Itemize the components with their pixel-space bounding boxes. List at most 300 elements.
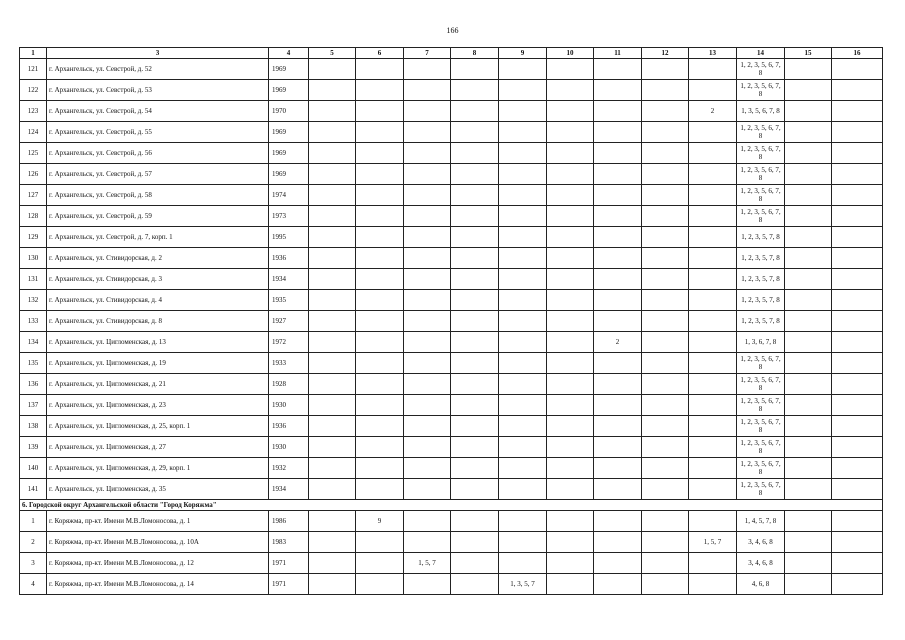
col8-cell <box>451 59 499 80</box>
row-number-cell: 127 <box>20 185 47 206</box>
row-number-cell: 138 <box>20 416 47 437</box>
col9-cell <box>499 248 547 269</box>
col5-cell <box>309 574 356 595</box>
col6-cell <box>356 122 404 143</box>
row-number-cell: 130 <box>20 248 47 269</box>
col12-cell <box>642 227 689 248</box>
col5-cell <box>309 290 356 311</box>
col14-cell: 1, 2, 3, 5, 7, 8 <box>737 227 785 248</box>
year-cell: 1973 <box>269 206 309 227</box>
table-row <box>20 185 883 206</box>
col13-cell <box>689 311 737 332</box>
table-row <box>20 458 883 479</box>
col8-cell <box>451 511 499 532</box>
address-cell: г. Архангельск, ул. Цигломенская, д. 29, корп. 1 <box>47 458 269 479</box>
col16-cell <box>832 416 883 437</box>
col9-cell <box>499 437 547 458</box>
col10-cell <box>547 574 594 595</box>
col11-cell <box>594 416 642 437</box>
col10-cell <box>547 80 594 101</box>
col10-cell <box>547 248 594 269</box>
row-number-cell: 125 <box>20 143 47 164</box>
col8-cell <box>451 164 499 185</box>
col10-cell <box>547 416 594 437</box>
col5-cell <box>309 269 356 290</box>
col6-cell <box>356 80 404 101</box>
column-header: 14 <box>737 48 785 59</box>
col10-cell <box>547 59 594 80</box>
col10-cell <box>547 164 594 185</box>
col13-cell <box>689 80 737 101</box>
col5-cell <box>309 437 356 458</box>
table-row <box>20 532 883 553</box>
col8-cell <box>451 553 499 574</box>
col8-cell <box>451 143 499 164</box>
address-cell: г. Коряжма, пр-кт. Имени М.В.Ломоносова, д. 10А <box>47 532 269 553</box>
col12-cell <box>642 511 689 532</box>
col11-cell <box>594 269 642 290</box>
col8-cell <box>451 374 499 395</box>
year-cell: 1927 <box>269 311 309 332</box>
col5-cell <box>309 479 356 500</box>
address-cell: г. Архангельск, ул. Цигломенская, д. 21 <box>47 374 269 395</box>
col7-cell <box>404 227 451 248</box>
col12-cell <box>642 311 689 332</box>
row-number-cell: 133 <box>20 311 47 332</box>
col14-cell: 1, 2, 3, 5, 6, 7, 8 <box>737 122 785 143</box>
col16-cell <box>832 290 883 311</box>
col12-cell <box>642 80 689 101</box>
col7-cell <box>404 395 451 416</box>
col6-cell <box>356 574 404 595</box>
column-header: 13 <box>689 48 737 59</box>
col15-cell <box>785 574 832 595</box>
address-cell: г. Архангельск, ул. Стивидорская, д. 2 <box>47 248 269 269</box>
col12-cell <box>642 553 689 574</box>
col13-cell <box>689 458 737 479</box>
column-header: 10 <box>547 48 594 59</box>
col9-cell <box>499 353 547 374</box>
col10-cell <box>547 269 594 290</box>
col7-cell <box>404 80 451 101</box>
address-cell: г. Архангельск, ул. Севстрой, д. 54 <box>47 101 269 122</box>
col9-cell <box>499 532 547 553</box>
row-number-cell: 124 <box>20 122 47 143</box>
column-header: 6 <box>356 48 404 59</box>
col11-cell <box>594 479 642 500</box>
table-row <box>20 101 883 122</box>
col13-cell <box>689 332 737 353</box>
col7-cell <box>404 574 451 595</box>
col14-cell: 1, 3, 6, 7, 8 <box>737 332 785 353</box>
col15-cell <box>785 122 832 143</box>
column-header: 15 <box>785 48 832 59</box>
col9-cell <box>499 479 547 500</box>
table-row <box>20 80 883 101</box>
col11-cell <box>594 395 642 416</box>
col6-cell <box>356 269 404 290</box>
col9-cell <box>499 395 547 416</box>
col11-cell <box>594 353 642 374</box>
col12-cell <box>642 374 689 395</box>
col5-cell <box>309 59 356 80</box>
row-number-cell: 140 <box>20 458 47 479</box>
address-cell: г. Архангельск, ул. Севстрой, д. 56 <box>47 143 269 164</box>
col15-cell <box>785 59 832 80</box>
col7-cell <box>404 122 451 143</box>
col5-cell <box>309 248 356 269</box>
col6-cell <box>356 374 404 395</box>
col14-cell: 1, 2, 3, 5, 6, 7, 8 <box>737 353 785 374</box>
table-row <box>20 290 883 311</box>
row-number-cell: 132 <box>20 290 47 311</box>
table-row <box>20 164 883 185</box>
col7-cell <box>404 290 451 311</box>
col15-cell <box>785 248 832 269</box>
year-cell: 1974 <box>269 185 309 206</box>
col13-cell <box>689 269 737 290</box>
col14-cell: 3, 4, 6, 8 <box>737 532 785 553</box>
col11-cell <box>594 185 642 206</box>
col7-cell <box>404 269 451 290</box>
col15-cell <box>785 332 832 353</box>
col9-cell <box>499 269 547 290</box>
table-row <box>20 248 883 269</box>
col9-cell: 1, 3, 5, 7 <box>499 574 547 595</box>
col16-cell <box>832 458 883 479</box>
col13-cell <box>689 59 737 80</box>
col13-cell <box>689 574 737 595</box>
col5-cell <box>309 311 356 332</box>
col5-cell <box>309 206 356 227</box>
column-header: 7 <box>404 48 451 59</box>
col9-cell <box>499 332 547 353</box>
col10-cell <box>547 479 594 500</box>
col5-cell <box>309 353 356 374</box>
col6-cell <box>356 185 404 206</box>
row-number-cell: 123 <box>20 101 47 122</box>
col10-cell <box>547 511 594 532</box>
col14-cell: 1, 4, 5, 7, 8 <box>737 511 785 532</box>
col8-cell <box>451 80 499 101</box>
col7-cell <box>404 206 451 227</box>
col5-cell <box>309 185 356 206</box>
col15-cell <box>785 416 832 437</box>
col11-cell <box>594 59 642 80</box>
col8-cell <box>451 227 499 248</box>
col12-cell <box>642 269 689 290</box>
year-cell: 1934 <box>269 479 309 500</box>
table-row <box>20 553 883 574</box>
col9-cell <box>499 59 547 80</box>
col5-cell <box>309 395 356 416</box>
col9-cell <box>499 290 547 311</box>
col12-cell <box>642 574 689 595</box>
col11-cell <box>594 80 642 101</box>
col9-cell <box>499 206 547 227</box>
col16-cell <box>832 574 883 595</box>
address-cell: г. Архангельск, ул. Цигломенская, д. 13 <box>47 332 269 353</box>
table-row <box>20 479 883 500</box>
col5-cell <box>309 458 356 479</box>
col8-cell <box>451 353 499 374</box>
address-cell: г. Архангельск, ул. Севстрой, д. 59 <box>47 206 269 227</box>
col7-cell <box>404 479 451 500</box>
col16-cell <box>832 143 883 164</box>
col15-cell <box>785 80 832 101</box>
col7-cell <box>404 185 451 206</box>
table-row <box>20 511 883 532</box>
col15-cell <box>785 269 832 290</box>
col13-cell <box>689 290 737 311</box>
col15-cell <box>785 437 832 458</box>
row-number-cell: 126 <box>20 164 47 185</box>
table-row <box>20 395 883 416</box>
col15-cell <box>785 227 832 248</box>
col5-cell <box>309 332 356 353</box>
table-row <box>20 416 883 437</box>
col8-cell <box>451 311 499 332</box>
row-number-cell: 128 <box>20 206 47 227</box>
col8-cell <box>451 206 499 227</box>
col15-cell <box>785 511 832 532</box>
col9-cell <box>499 511 547 532</box>
col15-cell <box>785 395 832 416</box>
col15-cell <box>785 143 832 164</box>
col12-cell <box>642 332 689 353</box>
address-cell: г. Архангельск, ул. Цигломенская, д. 25, корп. 1 <box>47 416 269 437</box>
col10-cell <box>547 532 594 553</box>
col8-cell <box>451 479 499 500</box>
year-cell: 1969 <box>269 122 309 143</box>
col14-cell: 1, 2, 3, 5, 7, 8 <box>737 248 785 269</box>
col7-cell <box>404 374 451 395</box>
col12-cell <box>642 185 689 206</box>
col16-cell <box>832 332 883 353</box>
year-cell: 1969 <box>269 143 309 164</box>
row-number-cell: 139 <box>20 437 47 458</box>
col6-cell <box>356 332 404 353</box>
col16-cell <box>832 227 883 248</box>
col5-cell <box>309 532 356 553</box>
col10-cell <box>547 332 594 353</box>
col11-cell <box>594 311 642 332</box>
col8-cell <box>451 290 499 311</box>
col7-cell <box>404 143 451 164</box>
address-cell: г. Архангельск, ул. Севстрой, д. 7, корп. 1 <box>47 227 269 248</box>
col11-cell <box>594 511 642 532</box>
col8-cell <box>451 458 499 479</box>
table-row <box>20 122 883 143</box>
col16-cell <box>832 437 883 458</box>
col6-cell <box>356 227 404 248</box>
col8-cell <box>451 185 499 206</box>
col13-cell <box>689 511 737 532</box>
col6-cell <box>356 59 404 80</box>
col15-cell <box>785 206 832 227</box>
col5-cell <box>309 553 356 574</box>
col12-cell <box>642 395 689 416</box>
col12-cell <box>642 437 689 458</box>
table-row <box>20 437 883 458</box>
col13-cell <box>689 553 737 574</box>
column-header: 8 <box>451 48 499 59</box>
table-row <box>20 206 883 227</box>
col6-cell <box>356 290 404 311</box>
column-header: 9 <box>499 48 547 59</box>
col16-cell <box>832 248 883 269</box>
table-row <box>20 311 883 332</box>
col6-cell <box>356 164 404 185</box>
col7-cell <box>404 59 451 80</box>
table-row <box>20 332 883 353</box>
column-header: 5 <box>309 48 356 59</box>
col10-cell <box>547 374 594 395</box>
col5-cell <box>309 80 356 101</box>
col16-cell <box>832 374 883 395</box>
column-header: 3 <box>47 48 269 59</box>
col10-cell <box>547 395 594 416</box>
col11-cell <box>594 458 642 479</box>
year-cell: 1935 <box>269 290 309 311</box>
address-cell: г. Коряжма, пр-кт. Имени М.В.Ломоносова, д. 12 <box>47 553 269 574</box>
row-number-cell: 137 <box>20 395 47 416</box>
housing-register-table <box>19 47 883 595</box>
row-number-cell: 121 <box>20 59 47 80</box>
col11-cell: 2 <box>594 332 642 353</box>
year-cell: 1933 <box>269 353 309 374</box>
address-cell: г. Архангельск, ул. Цигломенская, д. 35 <box>47 479 269 500</box>
col14-cell: 1, 2, 3, 5, 6, 7, 8 <box>737 374 785 395</box>
col14-cell: 1, 2, 3, 5, 6, 7, 8 <box>737 437 785 458</box>
col14-cell: 1, 2, 3, 5, 6, 7, 8 <box>737 395 785 416</box>
address-cell: г. Архангельск, ул. Цигломенская, д. 23 <box>47 395 269 416</box>
col13-cell <box>689 122 737 143</box>
col10-cell <box>547 206 594 227</box>
col12-cell <box>642 206 689 227</box>
year-cell: 1983 <box>269 532 309 553</box>
col15-cell <box>785 185 832 206</box>
col13-cell <box>689 395 737 416</box>
col5-cell <box>309 122 356 143</box>
col10-cell <box>547 311 594 332</box>
col11-cell <box>594 122 642 143</box>
address-cell: г. Архангельск, ул. Цигломенская, д. 19 <box>47 353 269 374</box>
table-row <box>20 574 883 595</box>
col7-cell <box>404 416 451 437</box>
col15-cell <box>785 353 832 374</box>
col16-cell <box>832 122 883 143</box>
col9-cell <box>499 80 547 101</box>
year-cell: 1934 <box>269 269 309 290</box>
col13-cell <box>689 227 737 248</box>
col7-cell <box>404 332 451 353</box>
address-cell: г. Коряжма, пр-кт. Имени М.В.Ломоносова, д. 14 <box>47 574 269 595</box>
col10-cell <box>547 227 594 248</box>
col15-cell <box>785 101 832 122</box>
col13-cell <box>689 353 737 374</box>
row-number-cell: 135 <box>20 353 47 374</box>
col14-cell: 1, 2, 3, 5, 6, 7, 8 <box>737 59 785 80</box>
col8-cell <box>451 269 499 290</box>
col7-cell <box>404 437 451 458</box>
table-row <box>20 227 883 248</box>
column-header: 11 <box>594 48 642 59</box>
col10-cell <box>547 122 594 143</box>
table-row <box>20 269 883 290</box>
col7-cell <box>404 248 451 269</box>
col5-cell <box>309 227 356 248</box>
col16-cell <box>832 80 883 101</box>
col6-cell <box>356 416 404 437</box>
address-cell: г. Коряжма, пр-кт. Имени М.В.Ломоносова, д. 1 <box>47 511 269 532</box>
col9-cell <box>499 101 547 122</box>
address-cell: г. Архангельск, ул. Стивидорская, д. 3 <box>47 269 269 290</box>
year-cell: 1986 <box>269 511 309 532</box>
col9-cell <box>499 416 547 437</box>
col12-cell <box>642 353 689 374</box>
col6-cell <box>356 311 404 332</box>
row-number-cell: 4 <box>20 574 47 595</box>
col6-cell <box>356 206 404 227</box>
col12-cell <box>642 101 689 122</box>
col5-cell <box>309 374 356 395</box>
col8-cell <box>451 122 499 143</box>
col7-cell: 1, 5, 7 <box>404 553 451 574</box>
col14-cell: 1, 2, 3, 5, 6, 7, 8 <box>737 185 785 206</box>
col11-cell <box>594 206 642 227</box>
year-cell: 1969 <box>269 80 309 101</box>
col9-cell <box>499 553 547 574</box>
col14-cell: 1, 3, 5, 6, 7, 8 <box>737 101 785 122</box>
address-cell: г. Архангельск, ул. Севстрой, д. 57 <box>47 164 269 185</box>
col14-cell: 1, 2, 3, 5, 6, 7, 8 <box>737 80 785 101</box>
table-row <box>20 59 883 80</box>
year-cell: 1936 <box>269 248 309 269</box>
address-cell: г. Архангельск, ул. Стивидорская, д. 4 <box>47 290 269 311</box>
row-number-cell: 131 <box>20 269 47 290</box>
row-number-cell: 2 <box>20 532 47 553</box>
year-cell: 1971 <box>269 574 309 595</box>
col15-cell <box>785 374 832 395</box>
col15-cell <box>785 553 832 574</box>
section-header: 6. Городской округ Архангельской области "Город Коряжма" <box>20 500 883 511</box>
col6-cell <box>356 458 404 479</box>
col6-cell: 9 <box>356 511 404 532</box>
col6-cell <box>356 101 404 122</box>
col14-cell: 1, 2, 3, 5, 6, 7, 8 <box>737 416 785 437</box>
col13-cell <box>689 479 737 500</box>
col9-cell <box>499 458 547 479</box>
row-number-cell: 141 <box>20 479 47 500</box>
col14-cell: 1, 2, 3, 5, 6, 7, 8 <box>737 143 785 164</box>
col16-cell <box>832 269 883 290</box>
col13-cell <box>689 206 737 227</box>
col6-cell <box>356 143 404 164</box>
col11-cell <box>594 101 642 122</box>
year-cell: 1971 <box>269 553 309 574</box>
col10-cell <box>547 353 594 374</box>
col16-cell <box>832 553 883 574</box>
year-cell: 1969 <box>269 59 309 80</box>
address-cell: г. Архангельск, ул. Цигломенская, д. 27 <box>47 437 269 458</box>
year-cell: 1932 <box>269 458 309 479</box>
year-cell: 1930 <box>269 437 309 458</box>
col14-cell: 1, 2, 3, 5, 7, 8 <box>737 290 785 311</box>
col13-cell <box>689 143 737 164</box>
col14-cell: 1, 2, 3, 5, 6, 7, 8 <box>737 164 785 185</box>
column-number-header-row <box>20 48 883 59</box>
